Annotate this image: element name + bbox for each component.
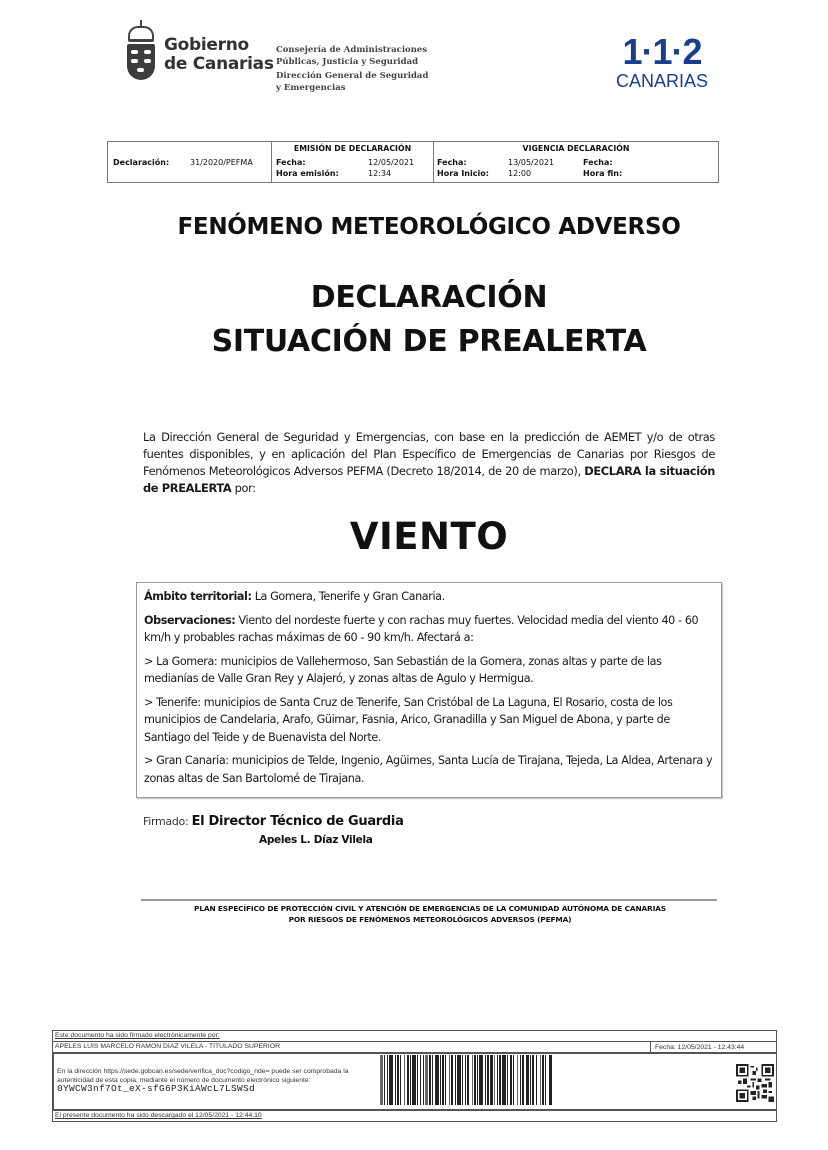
electronic-signature-box — [52, 1030, 777, 1122]
consejeria-line4: y Emergencias — [276, 82, 346, 93]
e-signer: APELES LUIS MARCELO RAMON DIAZ VILELA - TITULADO SUPERIOR — [53, 1042, 776, 1054]
gobierno-logo-line2: de Canarias — [164, 54, 274, 74]
ambito-territorial — [144, 588, 714, 606]
observations-box — [136, 582, 722, 798]
hazard-type: VIENTO — [349, 515, 509, 558]
verification-info — [57, 1068, 367, 1095]
vigencia-hora-fin-label: Hora fin: — [583, 169, 623, 178]
vigencia-hora-inicio-value: 12:00 — [508, 169, 532, 178]
observaciones-value: Viento del nordeste fuerte y con rachas muy fuertes. Velocidad media del viento 40 - 60 km/h y probables rachas máximas de 60 - 90 km/h. Afectará a: — [144, 613, 699, 644]
firmado-label: Firmado: — [143, 815, 189, 828]
observaciones — [144, 612, 714, 647]
gobierno-canarias-logo — [124, 26, 274, 84]
intro-declara: DECLARA la situación de PREALERTA — [143, 464, 715, 495]
vigencia-fecha-value: 13/05/2021 — [508, 158, 555, 167]
ambito-value: La Gomera, Tenerife y Gran Canaria. — [251, 590, 445, 603]
declaracion-value: 31/2020/PEFMA — [190, 158, 253, 167]
barcode-icon — [380, 1055, 720, 1105]
downloaded-info: El presente documento ha sido descargado el 12/05/2021 - 12:44:10 — [53, 1109, 776, 1121]
consejeria-line2: Públicas, Justicia y Seguridad — [276, 56, 419, 67]
vigencia-fecha-fin-label: Fecha: — [583, 158, 613, 167]
qr-code-icon[interactable] — [736, 1064, 774, 1102]
declaration-info-table — [107, 141, 719, 183]
plan-footer — [130, 904, 730, 925]
ambito-label: Ámbito territorial: — [144, 590, 252, 603]
declaracion-label: Declaración: — [113, 158, 170, 167]
emision-fecha-label: Fecha: — [276, 158, 306, 167]
divider — [141, 899, 717, 901]
logo-112-region: CANARIAS — [615, 71, 709, 91]
intro-text: La Dirección General de Seguridad y Emergencias, con base en la predicción de AEMET y/o de otras fuentes disponibles, y en aplicación del Plan Específico de Emergencias de Canarias por Riesgos de Fenómenos Meteorológicos Adversos PEFMA (Decreto 18/2014, de 20 de marzo), — [143, 430, 715, 478]
gobierno-logo-line1: Gobierno — [164, 35, 249, 55]
vigencia-fecha-label: Fecha: — [437, 158, 467, 167]
consejeria-line1: Consejería de Administraciones — [276, 45, 428, 55]
signed-by-label: Este documento ha sido firmado electrónicamente por: — [53, 1031, 776, 1042]
signed-by — [143, 814, 404, 829]
area-tenerife: > Tenerife: municipios de Santa Cruz de Tenerife, San Cristóbal de La Laguna, El Rosario, costa de los municipios de Candelaria, Arafo, Güimar, Fasnia, Arico, Granadilla y San Miguel de Abona, y parte de Santiago del Teide y de Buenavista del Norte. — [144, 695, 673, 744]
consejeria-line3: Dirección General de Seguridad — [276, 71, 429, 81]
signer-role: El Director Técnico de Guardia — [191, 814, 404, 829]
logo-112-canarias — [612, 31, 712, 91]
area-la-gomera: > La Gomera: municipios de Vallehermoso, San Sebastián de la Gomera, zonas altas y parte de las medianías de Valle Gran Rey y Alajeró, y zonas altas de Agulo y Hermigua. — [144, 654, 662, 685]
signer-name: Apeles L. Díaz Vilela — [259, 834, 373, 846]
plan-footer-line2: POR RIESGOS DE FENÓMENOS METEOROLÓGICOS ADVERSOS (PEFMA) — [288, 914, 572, 924]
verification-text: En la dirección https://sede.gobcan.es/sede/verifica_doc?codigo_nde= puede ser comprobada la autenticidad de esta copia, mediante el número de documento electrónico siguiente: — [57, 1068, 349, 1084]
phenomenon-title: FENÓMENO METEOROLÓGICO ADVERSO — [177, 214, 681, 240]
emision-header: EMISIÓN DE DECLARACIÓN — [293, 144, 412, 153]
verification-code[interactable]: 0YWCW3nf7Ot_eX-sfG6P3KiAWcL7LSWSd — [57, 1083, 256, 1094]
vigencia-header: VIGENCIA DECLARACIÓN — [522, 144, 630, 153]
declaration-title — [0, 276, 828, 364]
intro-paragraph — [143, 429, 715, 497]
area-gran-canaria: > Gran Canaria: municipios de Telde, Ingenio, Agüimes, Santa Lucía de Tirajana, Tejeda, La Aldea, Artenara y zonas altas de San Bartolomé de Tirajana. — [144, 754, 713, 785]
observaciones-label: Observaciones: — [144, 613, 236, 627]
intro-suffix: por: — [231, 481, 256, 495]
emision-fecha-value: 12/05/2021 — [368, 158, 415, 167]
logo-112-number: 1·1·2 — [622, 31, 702, 72]
declaration-heading: DECLARACIÓN — [310, 280, 548, 315]
situation-heading: SITUACIÓN DE PREALERTA — [211, 324, 647, 359]
coat-of-arms-icon — [124, 26, 158, 84]
plan-footer-line1: PLAN ESPECÍFICO DE PROTECCIÓN CIVIL Y ATENCIÓN DE EMERGENCIAS DE LA COMUNIDAD AUTÓNOMA DE CANARIAS — [194, 904, 666, 913]
emision-hora-label: Hora emisión: — [276, 169, 339, 178]
vigencia-hora-inicio-label: Hora Inicio: — [437, 169, 489, 178]
department-name — [276, 45, 428, 94]
e-signature-date: Fecha: 12/05/2021 - 12:43:44 — [650, 1042, 776, 1054]
emision-hora-value: 12:34 — [368, 169, 392, 178]
